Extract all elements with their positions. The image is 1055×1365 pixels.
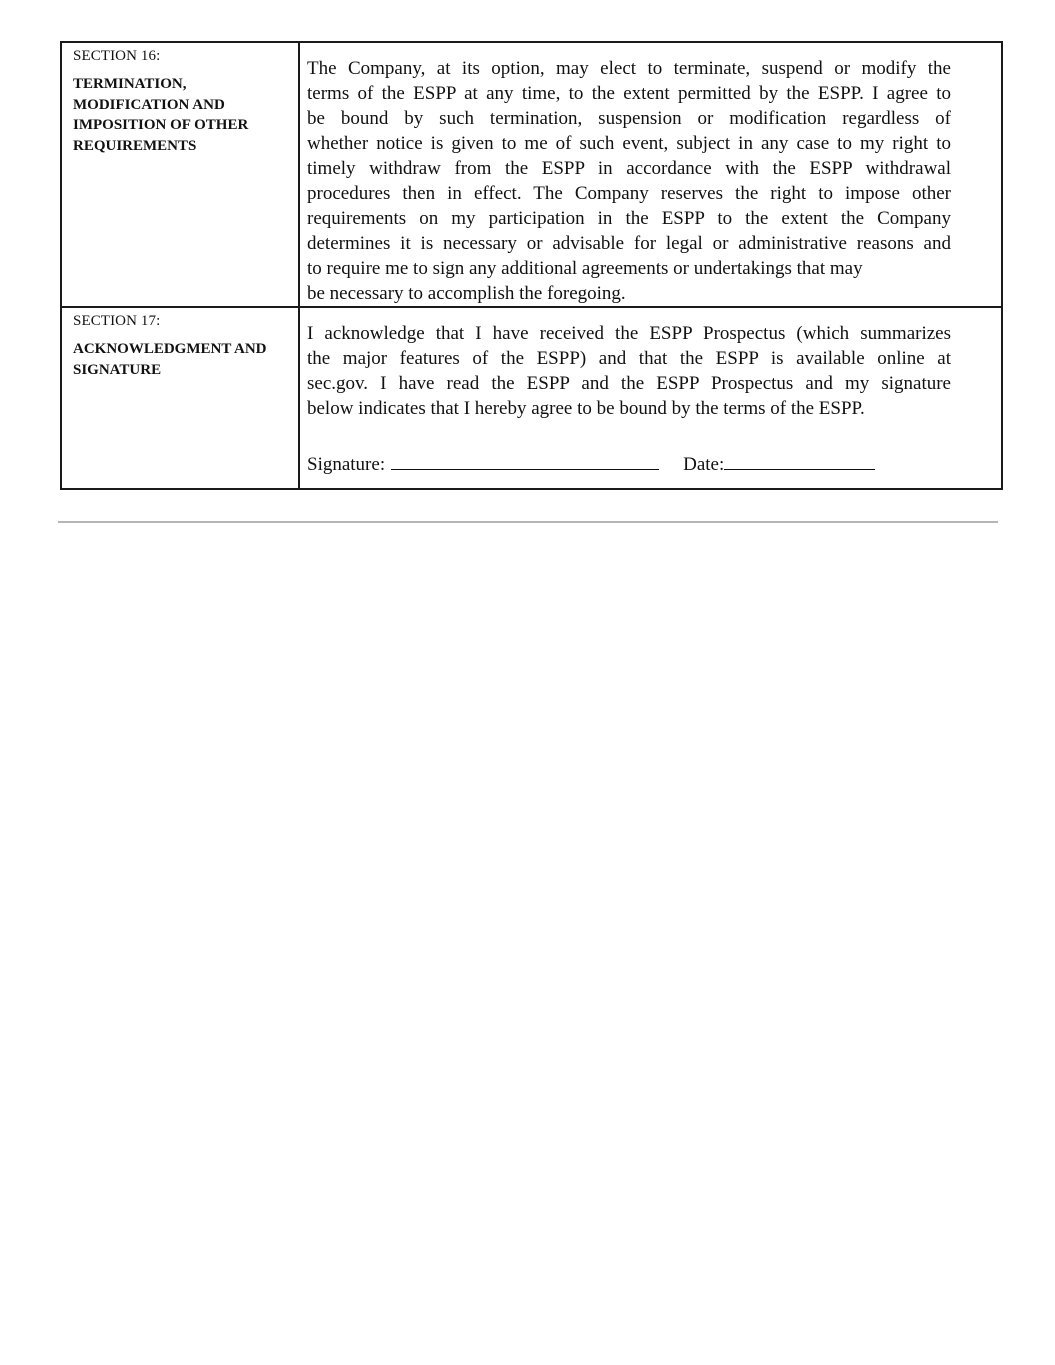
section-16-line: terms of the ESPP at any time, to the extent permitted by the ESPP. I agree to [307, 83, 951, 104]
section-17-line: below indicates that I hereby agree to be bound by the terms of the ESPP. [307, 398, 865, 419]
section-16-line: be bound by such termination, suspension or modification regardless of [307, 108, 951, 129]
section-16-line: timely withdraw from the ESPP in accordance with the ESPP withdrawal [307, 158, 951, 179]
section-17-line: sec.gov. I have read the ESPP and the ESPP Prospectus and my signature [307, 373, 951, 394]
section-16-line: to require me to sign any additional agreements or undertakings that may [307, 258, 863, 279]
signature-field[interactable] [391, 451, 659, 470]
date-field[interactable] [724, 451, 875, 470]
section-17-paragraph [307, 321, 951, 421]
signature-label: Signature: [307, 454, 386, 475]
section-16-line: requirements on my participation in the ESPP to the extent the Company [307, 208, 951, 229]
section-16-line: be necessary to accomplish the foregoing. [307, 283, 626, 304]
section-17-body-cell [299, 307, 1002, 489]
section-17-title [73, 339, 294, 380]
section-17-line: I acknowledge that I have received the ESPP Prospectus (which summarizes [307, 323, 951, 344]
section-16-title-line: REQUIREMENTS [73, 137, 197, 154]
section-16-line: whether notice is given to me of such event, subject in any case to my right to [307, 133, 951, 154]
agreement-table [60, 41, 1003, 490]
section-17-number: SECTION 17: [73, 313, 161, 329]
section-16-title-line: TERMINATION, [73, 76, 187, 92]
section-16-title-line: MODIFICATION AND [73, 96, 225, 113]
section-16-line: procedures then in effect. The Company reserves the right to impose other [307, 183, 951, 204]
section-16-body-cell [299, 42, 1002, 307]
page-divider [58, 521, 998, 523]
section-16-title-line: IMPOSITION OF OTHER [73, 117, 249, 133]
section-16-title [73, 74, 294, 156]
section-16-line: The Company, at its option, may elect to terminate, suspend or modify the [307, 58, 951, 79]
signature-row [307, 451, 951, 477]
section-17-heading-cell [61, 307, 299, 489]
section-17-line: the major features of the ESPP) and that the ESPP is available online at [307, 348, 951, 369]
section-17-row [61, 307, 1002, 489]
section-16-heading-cell [61, 42, 299, 307]
section-16-number: SECTION 16: [73, 48, 161, 64]
section-17-title-line: SIGNATURE [73, 361, 162, 378]
section-17-title-line: ACKNOWLEDGMENT AND [73, 341, 267, 357]
section-16-row [61, 42, 1002, 307]
section-16-line: determines it is necessary or advisable for legal or administrative reasons and [307, 233, 951, 254]
section-16-paragraph [307, 56, 951, 306]
date-label: Date: [683, 454, 725, 475]
